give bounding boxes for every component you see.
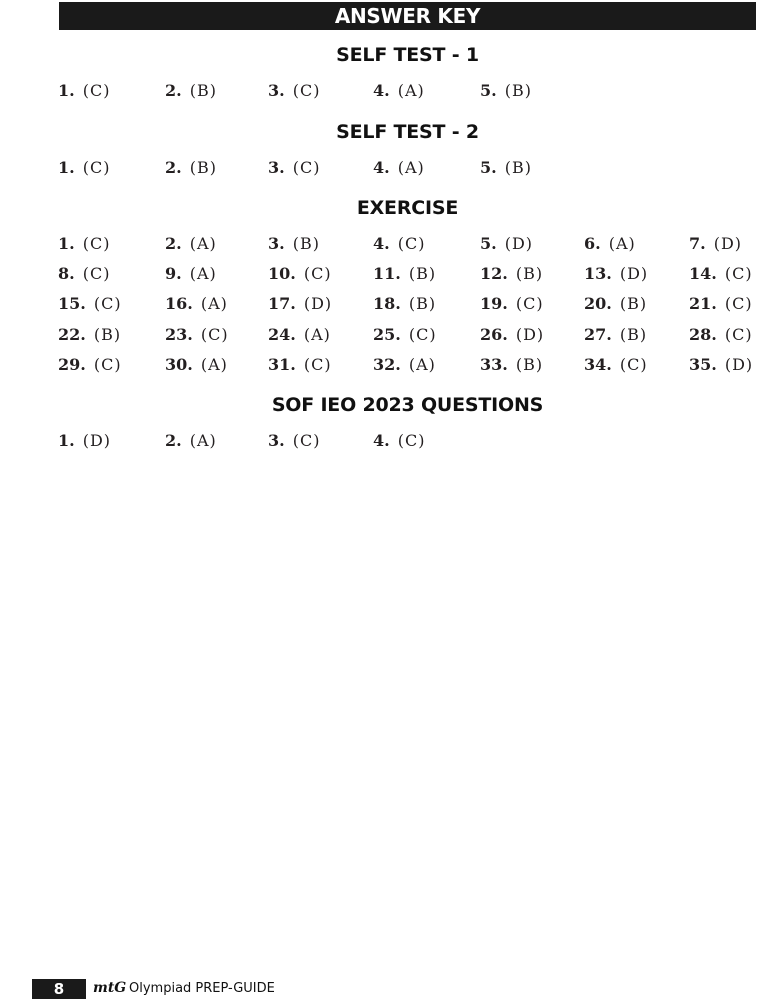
answer-item (689, 231, 742, 255)
answer-row (0, 291, 758, 315)
answer-item (268, 352, 332, 376)
question-number: 31. (268, 354, 296, 374)
answer-item (165, 155, 217, 179)
question-number: 3. (268, 233, 285, 253)
answer-option: (D) (724, 354, 754, 374)
answer-option: (C) (397, 430, 426, 450)
answer-item (373, 155, 425, 179)
answer-item (165, 231, 217, 255)
question-number: 1. (58, 430, 75, 450)
page-number: 8 (53, 980, 65, 998)
answer-item (165, 428, 217, 452)
answer-option: (C) (515, 293, 544, 313)
question-number: 4. (373, 430, 390, 450)
question-number: 26. (480, 324, 508, 344)
brand-logo: mtG (93, 980, 127, 996)
answer-row (0, 428, 758, 452)
answer-item (58, 231, 110, 255)
answer-item (58, 155, 110, 179)
answer-item (165, 261, 217, 285)
answer-option: (B) (408, 293, 437, 313)
answer-item (58, 261, 110, 285)
question-number: 30. (165, 354, 193, 374)
answer-option: (B) (292, 233, 320, 253)
brand-text: Olympiad PREP-GUIDE (129, 981, 275, 996)
question-number: 18. (373, 293, 401, 313)
question-number: 15. (58, 293, 86, 313)
question-number: 1. (58, 157, 75, 177)
question-number: 4. (373, 157, 390, 177)
answer-option: (A) (189, 430, 217, 450)
question-number: 21. (689, 293, 717, 313)
question-number: 3. (268, 430, 285, 450)
answer-item (58, 352, 122, 376)
answer-option: (A) (397, 157, 425, 177)
answer-option: (A) (608, 233, 636, 253)
answer-item (480, 231, 533, 255)
answer-item (165, 352, 228, 376)
question-number: 5. (480, 80, 497, 100)
answer-option: (B) (515, 354, 544, 374)
answer-item (584, 261, 648, 285)
answer-item (58, 428, 111, 452)
answer-option: (C) (292, 80, 321, 100)
answer-item (689, 352, 753, 376)
answer-option: (C) (408, 324, 437, 344)
answer-option: (D) (515, 324, 545, 344)
answer-item (268, 291, 332, 315)
answer-item (584, 322, 647, 346)
question-number: 34. (584, 354, 612, 374)
answer-option: (C) (724, 293, 753, 313)
page-number-box (32, 979, 86, 999)
question-number: 16. (165, 293, 193, 313)
answer-option: (C) (93, 293, 122, 313)
question-number: 7. (689, 233, 706, 253)
answer-item (268, 155, 320, 179)
question-number: 27. (584, 324, 612, 344)
answer-option: (B) (504, 157, 532, 177)
answer-option: (D) (303, 293, 333, 313)
answer-option: (C) (292, 157, 321, 177)
answer-item (373, 428, 425, 452)
answer-option: (A) (303, 324, 331, 344)
question-number: 2. (165, 80, 182, 100)
answer-option: (A) (189, 263, 217, 283)
question-number: 10. (268, 263, 296, 283)
answer-row (0, 352, 758, 376)
answer-option: (C) (82, 157, 111, 177)
answer-option: (A) (408, 354, 436, 374)
answer-item (480, 322, 544, 346)
answer-item (584, 231, 636, 255)
answer-item (268, 78, 320, 102)
answer-option: (C) (303, 263, 332, 283)
section-title: SELF TEST - 2 (336, 121, 479, 143)
answer-option: (D) (82, 430, 112, 450)
answer-option: (C) (724, 324, 753, 344)
answer-item (480, 261, 543, 285)
answer-row (0, 261, 758, 285)
question-number: 22. (58, 324, 86, 344)
question-number: 20. (584, 293, 612, 313)
answer-option: (C) (82, 263, 111, 283)
question-number: 35. (689, 354, 717, 374)
question-number: 17. (268, 293, 296, 313)
answer-row (0, 231, 758, 255)
answer-item (584, 291, 647, 315)
answer-option: (B) (515, 263, 544, 283)
answer-option: (A) (189, 233, 217, 253)
answer-item (373, 291, 436, 315)
answer-row (0, 322, 758, 346)
answer-option: (A) (200, 293, 228, 313)
section-title: SOF IEO 2023 QUESTIONS (271, 394, 544, 416)
page-title: ANSWER KEY (334, 4, 481, 28)
answer-option: (C) (93, 354, 122, 374)
answer-key-banner (59, 2, 756, 30)
question-number: 5. (480, 157, 497, 177)
question-number: 4. (373, 80, 390, 100)
question-number: 32. (373, 354, 401, 374)
answer-item (268, 261, 332, 285)
answer-option: (C) (303, 354, 332, 374)
question-number: 24. (268, 324, 296, 344)
answer-option: (B) (93, 324, 122, 344)
answer-item (689, 322, 753, 346)
question-number: 13. (584, 263, 612, 283)
answer-item (268, 231, 320, 255)
section-title: SELF TEST - 1 (336, 44, 479, 66)
answer-option: (B) (619, 293, 648, 313)
question-number: 1. (58, 80, 75, 100)
answer-item (480, 78, 532, 102)
question-number: 2. (165, 430, 182, 450)
page-footer (0, 978, 758, 1000)
answer-option: (B) (189, 157, 217, 177)
answer-item (165, 291, 228, 315)
question-number: 3. (268, 157, 285, 177)
answer-item (268, 428, 320, 452)
answer-item (373, 78, 425, 102)
answer-item (58, 291, 122, 315)
answer-option: (C) (82, 80, 111, 100)
answer-item (584, 352, 648, 376)
answer-row (0, 155, 758, 179)
question-number: 1. (58, 233, 75, 253)
answer-option: (C) (724, 263, 753, 283)
question-number: 33. (480, 354, 508, 374)
question-number: 11. (373, 263, 401, 283)
question-number: 9. (165, 263, 182, 283)
question-number: 23. (165, 324, 193, 344)
answer-item (373, 231, 425, 255)
answer-option: (B) (619, 324, 648, 344)
section-title: EXERCISE (356, 197, 459, 219)
answer-option: (C) (619, 354, 648, 374)
question-number: 19. (480, 293, 508, 313)
answer-option: (D) (619, 263, 649, 283)
answer-option: (C) (292, 430, 321, 450)
answer-option: (D) (713, 233, 743, 253)
question-number: 12. (480, 263, 508, 283)
question-number: 2. (165, 157, 182, 177)
answer-option: (C) (200, 324, 229, 344)
answer-option: (D) (504, 233, 534, 253)
answer-item (480, 291, 544, 315)
answer-option: (A) (200, 354, 228, 374)
answer-item (689, 261, 753, 285)
answer-option: (A) (397, 80, 425, 100)
question-number: 25. (373, 324, 401, 344)
question-number: 3. (268, 80, 285, 100)
answer-item (480, 155, 532, 179)
question-number: 2. (165, 233, 182, 253)
question-number: 5. (480, 233, 497, 253)
answer-item (165, 322, 229, 346)
answer-row (0, 78, 758, 102)
answer-option: (B) (408, 263, 437, 283)
question-number: 28. (689, 324, 717, 344)
answer-item (689, 291, 753, 315)
answer-item (480, 352, 543, 376)
answer-item (373, 352, 436, 376)
answer-item (373, 322, 437, 346)
question-number: 6. (584, 233, 601, 253)
answer-option: (B) (504, 80, 532, 100)
question-number: 8. (58, 263, 75, 283)
answer-item (58, 78, 110, 102)
question-number: 14. (689, 263, 717, 283)
answer-item (165, 78, 217, 102)
answer-item (268, 322, 331, 346)
answer-option: (B) (189, 80, 217, 100)
answer-option: (C) (82, 233, 111, 253)
answer-item (373, 261, 436, 285)
answer-item (58, 322, 121, 346)
question-number: 29. (58, 354, 86, 374)
answer-option: (C) (397, 233, 426, 253)
question-number: 4. (373, 233, 390, 253)
